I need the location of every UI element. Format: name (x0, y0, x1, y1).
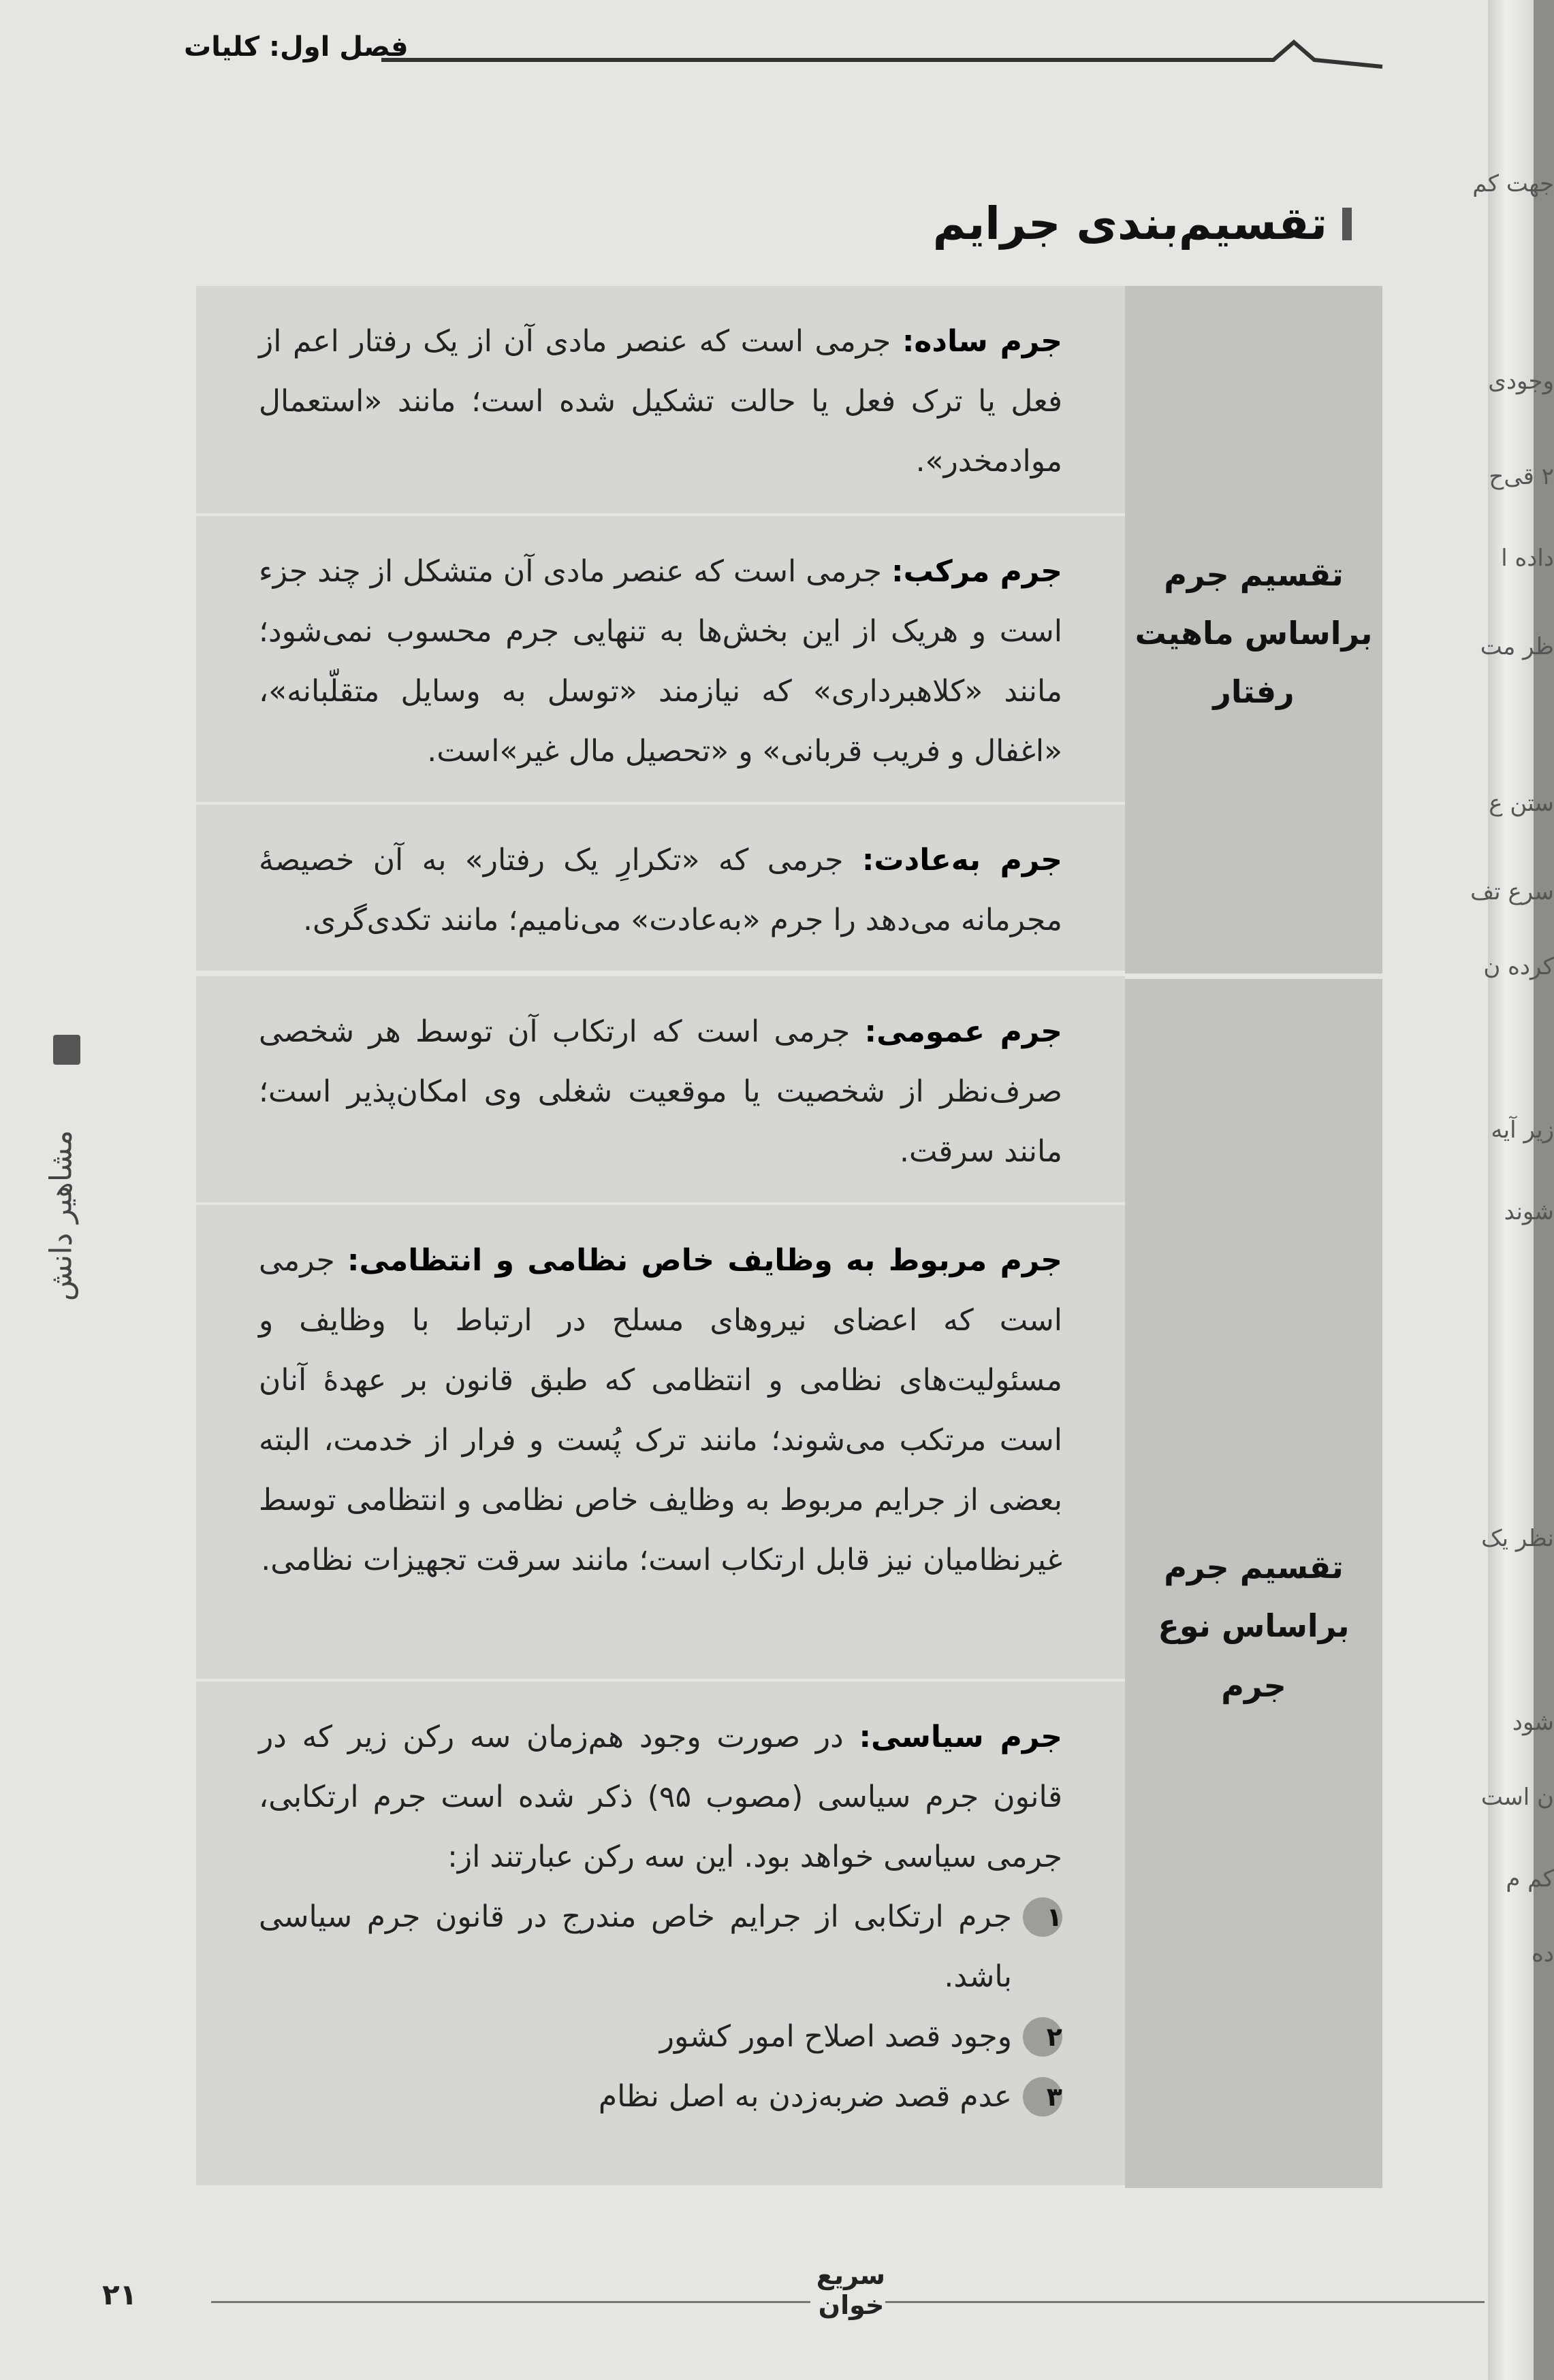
table-row-military-crime (196, 1205, 1125, 1682)
row-text: جرمی است که ارتکاب آن توسط هر شخصی صرف‌نظر از شخصیت یا موقعیت شغلی وی امکان‌پذیر است؛ مانند سرقت. (259, 1014, 1062, 1169)
group-header-type (1125, 976, 1382, 2188)
page-number: ۲۱ (102, 2278, 138, 2311)
section-title-bar (1342, 208, 1352, 240)
page-footer (95, 2247, 1389, 2328)
edge-fragment: ن است (1480, 1784, 1554, 1811)
edge-fragment: شوند (1504, 1198, 1554, 1225)
list-item-text: عدم قصد ضربه‌زدن به اصل نظام (598, 2079, 1012, 2114)
table-row-habitual-crime (196, 805, 1125, 976)
side-tab-marker (53, 1035, 80, 1065)
row-term: جرم عمومی: (864, 1014, 1062, 1049)
table-row-simple-crime (196, 286, 1125, 516)
footer-rule-left (211, 2301, 810, 2303)
list-item (259, 2007, 1062, 2067)
side-tab-label: مشاهیر دانش (44, 1129, 79, 1302)
edge-fragment: سرع تف (1470, 878, 1554, 905)
row-term: جرم به‌عادت: (861, 843, 1063, 878)
edge-fragment: داده ا (1501, 545, 1554, 572)
list-number-badge: ۲ (1023, 2017, 1062, 2057)
side-tab (34, 1035, 89, 1348)
list-number-badge: ۳ (1023, 2077, 1062, 2117)
group-header-line: براساس ماهیت (1135, 615, 1373, 652)
table-row-compound-crime (196, 516, 1125, 805)
edge-fragment: ۲ قی‌ح (1489, 463, 1554, 490)
row-term: جرم سیاسی: (859, 1720, 1062, 1754)
section-title (933, 197, 1352, 250)
classification-table (196, 286, 1382, 2185)
list-item (259, 1887, 1062, 2007)
running-header (184, 27, 1389, 82)
edge-fragment: جهت کم (1472, 170, 1554, 197)
brand-logo-line2: خوان (818, 2290, 885, 2320)
row-text: جرمی است که عنصر مادی آن متشکل از چند جزء است و هریک از این بخش‌ها به تنهایی جرم محسوب نمی‌شود؛ مانند «کلاهبرداری» که نیازمند «توسل به وسایل متقلّبانه»، «اغفال و فریب قربانی» و «تحصیل مال غیر»است. (259, 554, 1062, 769)
running-header-title: فصل اول: کلیات (184, 31, 409, 63)
row-term: جرم ساده: (902, 324, 1062, 359)
row-text: جرمی است که اعضای نیروهای مسلح در ارتباط با وظایف و مسئولیت‌های نظامی و انتظامی که طبق قانون بر عهدهٔ آنان است مرتکب می‌شوند؛ مانند ترک پُست و فرار از خدمت، البته بعضی از جرایم مربوط به وظایف خاص نظامی و انتظامی توسط غیرنظامیان نیز قابل ارتکاب است؛ مانند سرقت تجهیزات نظامی. (259, 1243, 1062, 1577)
edge-fragment: شود (1512, 1709, 1554, 1736)
table-row-political-crime (196, 1682, 1125, 2185)
edge-fragment: نظر یک (1481, 1525, 1554, 1552)
group-header-behavior (1125, 286, 1382, 974)
row-text: جرمی است که عنصر مادی آن از یک رفتار اعم از فعل یا ترک فعل یا حالت تشکیل شده است؛ مانند «استعمال موادمخدر». (259, 324, 1062, 479)
group-header-line: براساس نوع جرم (1158, 1607, 1350, 1704)
group-header-line: رفتار (1213, 673, 1295, 710)
edge-fragment: وجودی (1488, 368, 1554, 395)
row-text: جرمی که «تکرارِ یک رفتار» به آن خصیصهٔ مجرمانه می‌دهد را جرم «به‌عادت» می‌نامیم؛ مانند تکدی‌گری. (259, 843, 1062, 937)
edge-fragment: زیر آیه (1491, 1116, 1554, 1144)
brand-logo (817, 2260, 885, 2320)
next-page-edge (1470, 0, 1554, 2380)
row-text: در صورت وجود هم‌زمان سه رکن زیر که در قانون جرم سیاسی (مصوب ۹۵) ذکر شده است جرم ارتکابی، جرمی سیاسی خواهد بود. این سه رکن عبارتند از: (259, 1720, 1062, 1874)
list-item (259, 2067, 1062, 2127)
section-title-text: تقسیم‌بندی جرایم (932, 197, 1327, 250)
list-item-text: وجود قصد اصلاح امور کشور (659, 2019, 1012, 2054)
row-term: جرم مربوط به وظایف خاص نظامی و انتظامی: (347, 1243, 1062, 1278)
edge-fragment: ستن ع (1489, 790, 1554, 817)
row-term: جرم مرکب: (891, 554, 1063, 589)
list-item-text: جرم ارتکابی از جرایم خاص مندرج در قانون جرم سیاسی باشد. (259, 1899, 1012, 1994)
edge-fragment: ده (1532, 1940, 1554, 1967)
group-header-line: تقسیم جرم (1164, 1549, 1344, 1586)
group-header-line: تقسیم جرم (1164, 556, 1344, 593)
brand-logo-line1: سریع (816, 2260, 885, 2290)
table-row-general-crime (196, 976, 1125, 1205)
list-number-badge: ۱ (1023, 1897, 1062, 1937)
edge-fragment: ظر مت (1480, 633, 1554, 660)
edge-fragment: کم م (1506, 1865, 1554, 1893)
footer-rule-right (885, 2301, 1485, 2303)
running-header-rule (184, 27, 1389, 82)
edge-fragment: کرده ن (1483, 953, 1554, 980)
